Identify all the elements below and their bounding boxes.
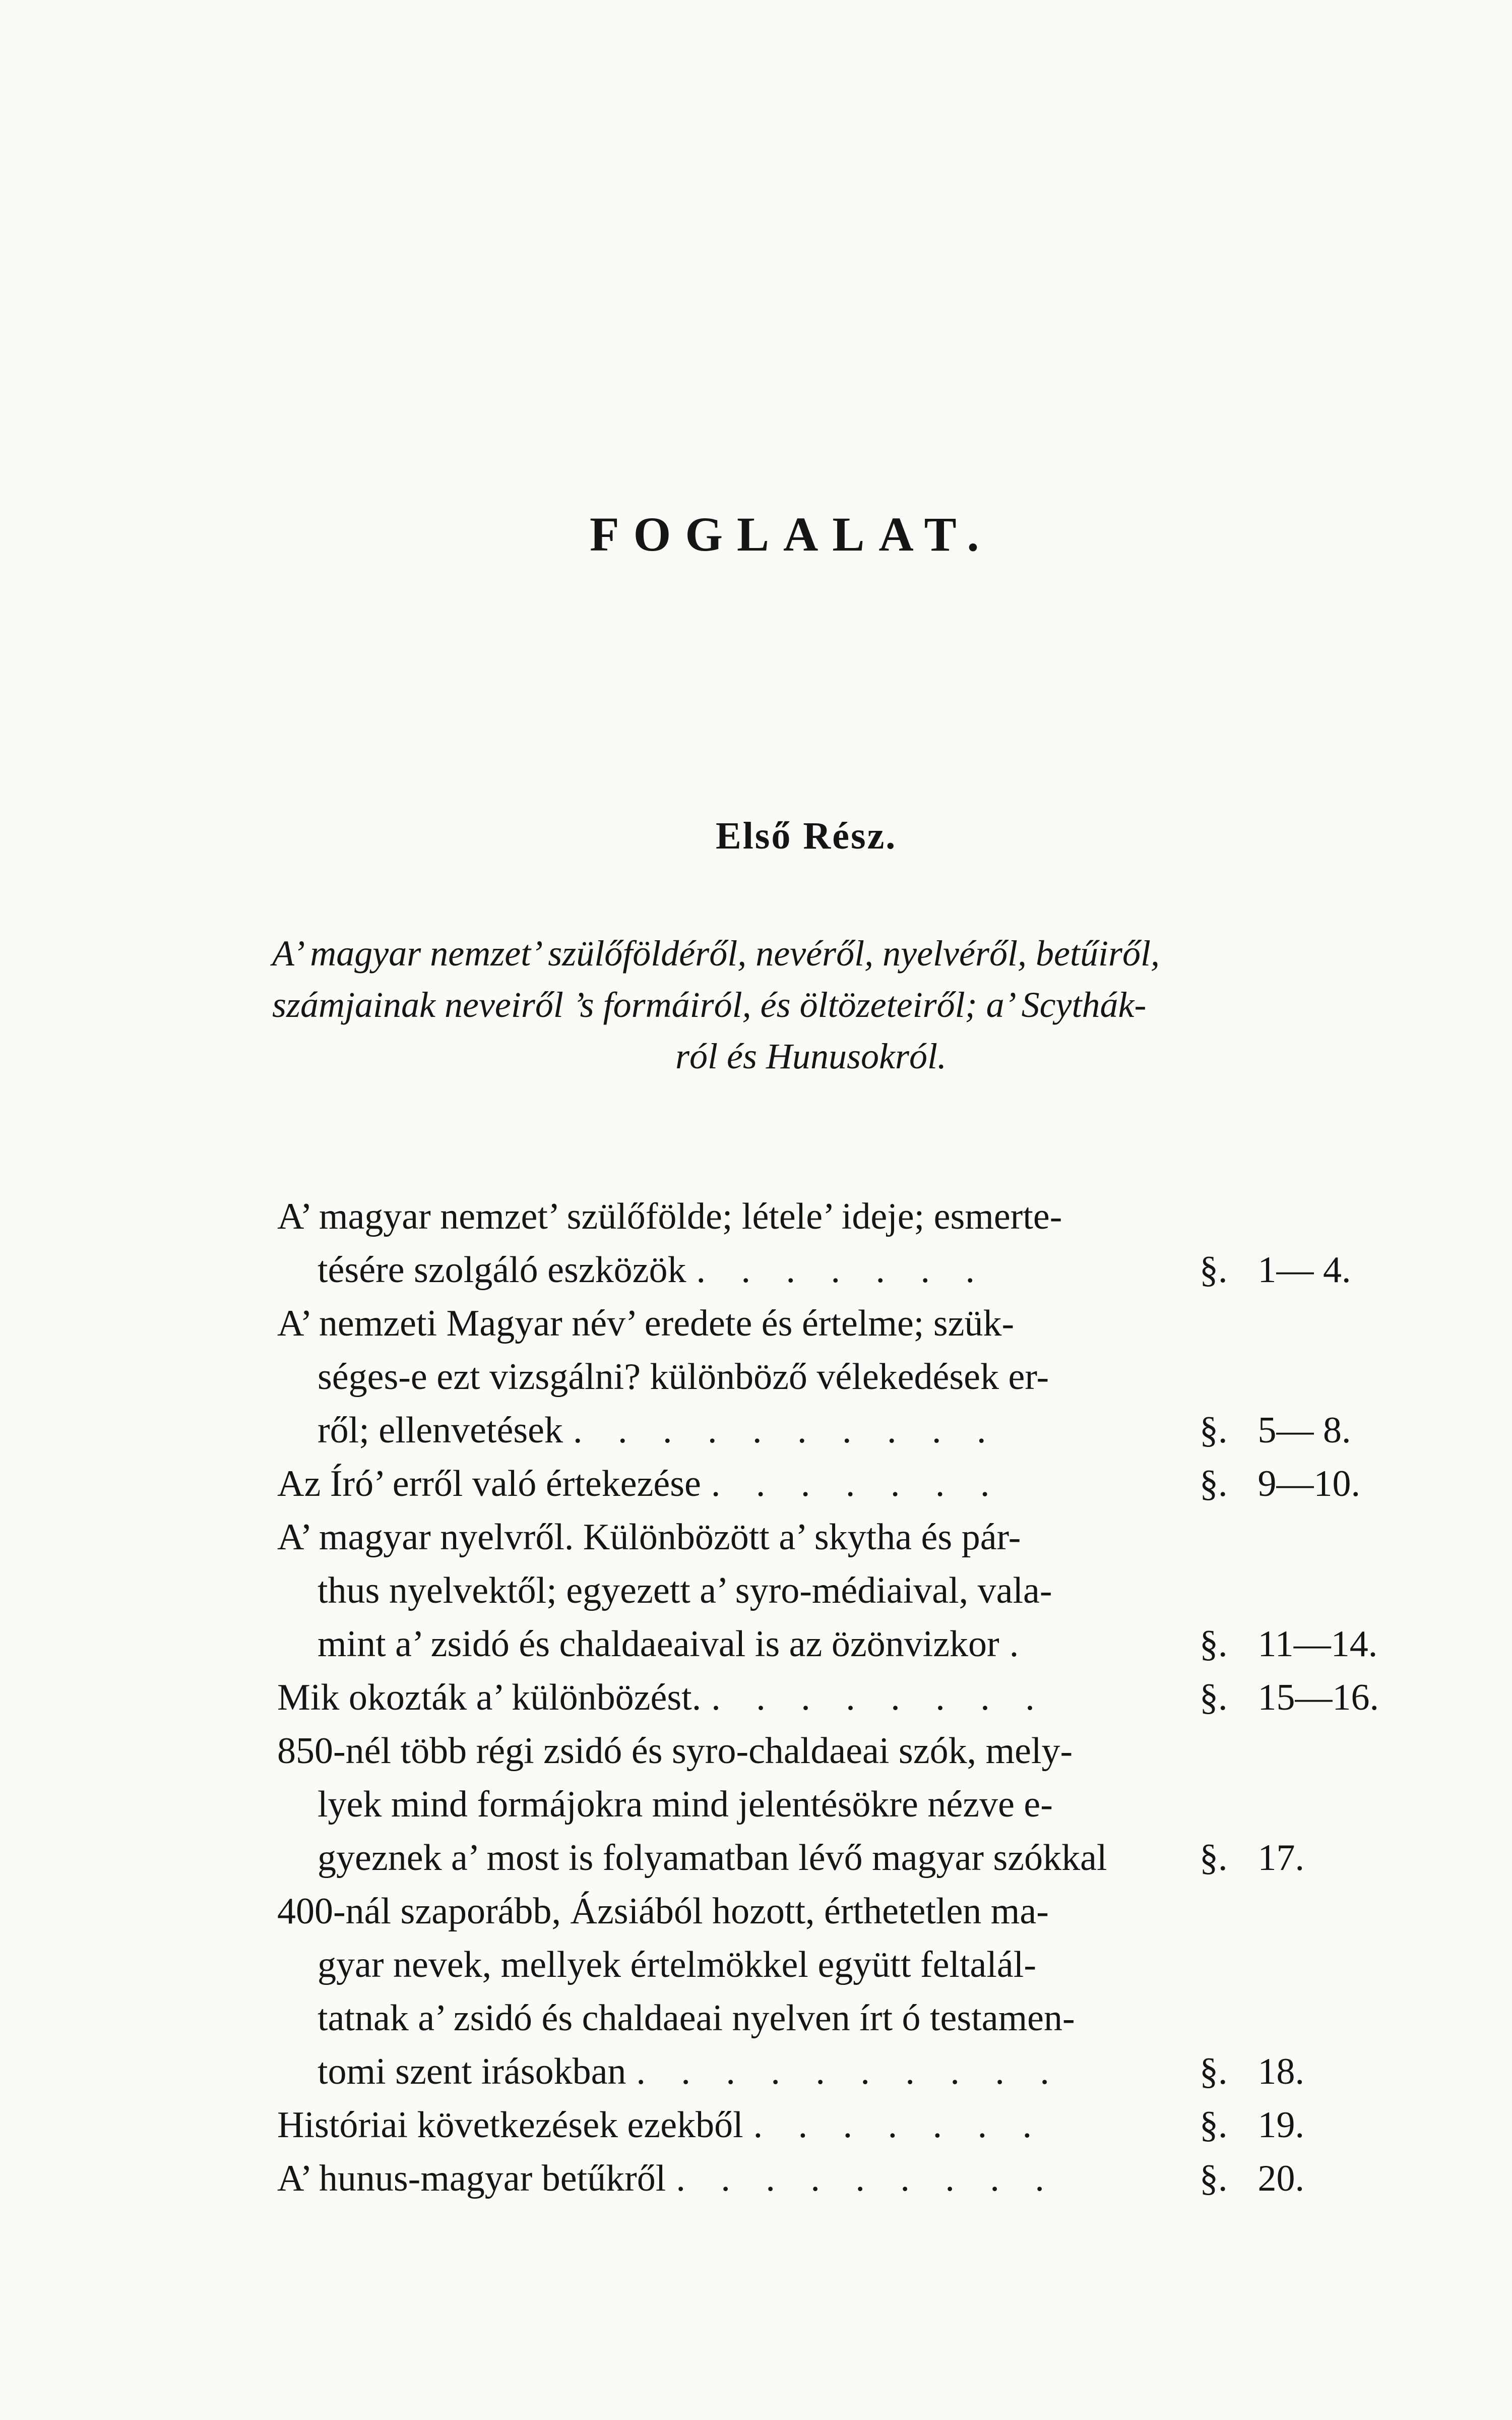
toc-entry [277, 1510, 1452, 1671]
toc-leader-dots: . . . . . . . [711, 1463, 1003, 1504]
toc-section-reference [1200, 1404, 1351, 1457]
toc-entry-text: 400-nál szaporább, Ázsiából hozott, érthetetlen ma- [277, 1891, 1049, 1932]
toc-entry-text: A’ hunus-magyar betűkről [277, 2158, 666, 2199]
section-symbol: §. [1200, 2158, 1228, 2199]
section-symbol: §. [1200, 1249, 1228, 1291]
toc-entry-line [277, 1671, 1452, 1724]
section-symbol: §. [1200, 1623, 1228, 1665]
toc-entry-text: mint a’ zsidó és chaldaeaival is az özönvizkor [318, 1623, 999, 1665]
toc-entry [277, 1671, 1452, 1724]
page-title: FOGLALAT. [590, 507, 993, 561]
toc-entry-line [277, 1564, 1452, 1617]
subtitle-line: számjainak neveiről ’s formáiról, és öltözeteiről; a’ Scythák- [272, 985, 1147, 1025]
part-heading: Első Rész. [716, 815, 897, 857]
toc-section-reference [1200, 1617, 1377, 1671]
section-numbers: 5— 8. [1257, 1410, 1351, 1451]
toc-entry [277, 1885, 1452, 2098]
toc-entry-line [277, 1778, 1452, 1831]
toc-entry-line [277, 1938, 1452, 1991]
toc-entry-line [277, 1831, 1452, 1885]
toc-section-reference [1200, 2152, 1304, 2205]
toc-entry-text: lyek mind formájokra mind jelentésökre nézve e- [318, 1784, 1053, 1825]
section-numbers: 17. [1257, 1837, 1304, 1879]
toc-entry-text: 850-nél több régi zsidó és syro-chaldaeai szók, mely- [277, 1730, 1073, 1772]
toc-section-reference [1200, 1831, 1304, 1885]
section-subtitle [272, 928, 1441, 1082]
toc-entry-line [277, 2098, 1452, 2152]
toc-entry-text: Históriai következések ezekből [277, 2104, 743, 2146]
toc-entry-line [277, 1617, 1452, 1671]
toc-leader-dots: . . . . . . . . [711, 1677, 1048, 1718]
toc-leader-dots: . [1009, 1623, 1032, 1665]
toc-leader-dots: . . . . . . . [696, 1249, 988, 1291]
toc-entry-text: ről; ellenvetések [318, 1410, 563, 1451]
toc-section-reference [1200, 1457, 1360, 1510]
subtitle-line: A’ magyar nemzet’ szülőföldéről, nevéről, nyelvéről, betűiről, [272, 933, 1160, 974]
toc-leader-dots: . . . . . . . . . [676, 2158, 1057, 2199]
toc-section-reference [1200, 2045, 1304, 2098]
toc-entry-line [277, 1297, 1452, 1350]
toc-entry-line [277, 1510, 1452, 1564]
toc-entry-text: Az Író’ erről való értekezése [277, 1463, 701, 1504]
section-numbers: 20. [1257, 2158, 1304, 2199]
toc-entry-line [277, 2045, 1452, 2098]
section-symbol: §. [1200, 1677, 1228, 1718]
table-of-contents [277, 1190, 1452, 2205]
section-numbers: 15—16. [1257, 1677, 1379, 1718]
section-symbol: §. [1200, 2051, 1228, 2092]
toc-entry-line [277, 1724, 1452, 1778]
toc-section-reference [1200, 2098, 1304, 2152]
toc-entry-line [277, 2152, 1452, 2205]
toc-entry-line [277, 1457, 1452, 1510]
section-numbers: 1— 4. [1257, 1249, 1351, 1291]
toc-entry [277, 1190, 1452, 1297]
section-numbers: 9—10. [1257, 1463, 1360, 1504]
section-symbol: §. [1200, 1463, 1228, 1504]
toc-leader-dots: . . . . . . . . . . [636, 2051, 1062, 2092]
section-symbol: §. [1200, 1410, 1228, 1451]
toc-entry-text: tomi szent irásokban [318, 2051, 626, 2092]
toc-entry-line [277, 1404, 1452, 1457]
toc-entry-text: A’ magyar nemzet’ szülőfölde; létele’ ideje; esmerte- [277, 1196, 1062, 1237]
section-numbers: 19. [1257, 2104, 1304, 2146]
section-symbol: §. [1200, 2104, 1228, 2146]
toc-entry [277, 1457, 1452, 1510]
toc-leader-dots: . . . . . . . [753, 2104, 1045, 2146]
toc-entry-line [277, 1885, 1452, 1938]
subtitle-line: ról és Hunusokról. [675, 1036, 947, 1076]
toc-entry-text: A’ magyar nyelvről. Különbözött a’ skytha és pár- [277, 1517, 1021, 1558]
section-symbol: §. [1200, 1837, 1228, 1879]
toc-entry-text: gyeznek a’ most is folyamatban lévő magyar szókkal [318, 1837, 1107, 1879]
toc-entry-text: tatnak a’ zsidó és chaldaeai nyelven írt ó testamen- [318, 1998, 1075, 2039]
toc-entry [277, 1724, 1452, 1885]
toc-entry-line [277, 1350, 1452, 1404]
toc-section-reference [1200, 1671, 1379, 1724]
toc-entry [277, 2098, 1452, 2152]
toc-entry [277, 2152, 1452, 2205]
toc-entry-line [277, 1243, 1452, 1297]
section-numbers: 11—14. [1257, 1623, 1378, 1665]
toc-entry-text: Mik okozták a’ különbözést. [277, 1677, 702, 1718]
toc-entry-text: A’ nemzeti Magyar név’ eredete és értelme; szük- [277, 1303, 1015, 1344]
toc-entry-text: tésére szolgáló eszközök [318, 1249, 686, 1291]
section-numbers: 18. [1257, 2051, 1304, 2092]
toc-entry-text: séges-e ezt vizsgálni? különböző vélekedések er- [318, 1356, 1049, 1398]
toc-entry-line [277, 1991, 1452, 2045]
toc-entry-text: thus nyelvektől; egyezett a’ syro-médiaival, vala- [318, 1570, 1052, 1611]
toc-entry-line [277, 1190, 1452, 1243]
toc-entry-text: gyar nevek, mellyek értelmökkel együtt feltalál- [318, 1944, 1036, 1985]
toc-entry [277, 1297, 1452, 1457]
toc-section-reference [1200, 1243, 1351, 1297]
toc-leader-dots: . . . . . . . . . . [573, 1410, 999, 1451]
